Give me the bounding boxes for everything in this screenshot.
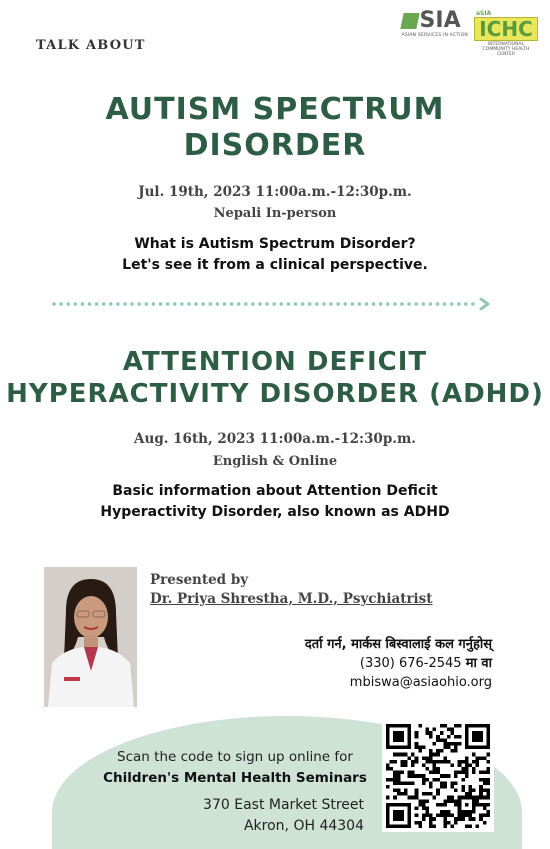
ichc-logo <box>474 10 538 57</box>
ichc-logo-tagline: INTERNATIONAL COMMUNITY HEALTH CENTER <box>482 42 530 57</box>
ichc-logo-name: ICHC <box>474 17 538 41</box>
event2-mode: English & Online <box>212 454 338 469</box>
event1-title <box>0 92 550 164</box>
partner-logos <box>402 10 538 57</box>
dotted-arrow-divider-icon <box>52 298 492 310</box>
asia-logo-name: SIA <box>419 8 461 33</box>
ichc-logo-top: aSIA <box>476 10 492 17</box>
event1-date: Jul. 19th, 2023 11:00a.m.-12:30p.m. <box>138 184 412 200</box>
contact-email[interactable]: mbiswa@asiaohio.org <box>349 675 492 690</box>
event2-title <box>0 346 550 410</box>
signup-qr-code-icon[interactable] <box>382 720 494 832</box>
address-city: Akron, OH 44304 <box>243 818 364 834</box>
presenter-name: Dr. Priya Shrestha, M.D., Psychiatrist <box>150 591 433 607</box>
contact-info <box>305 635 492 692</box>
qr-code-matrix <box>386 724 490 828</box>
event1-mode: Nepali In-person <box>213 206 337 221</box>
event2-title-line1: ATTENTION DEFICIT <box>122 347 428 377</box>
event1-desc-line2: Let's see it from a clinical perspective. <box>122 257 428 273</box>
presenter-photo <box>44 567 137 707</box>
contact-phone-suffix: मा वा <box>465 656 492 671</box>
event1-desc-line1: What is Autism Spectrum Disorder? <box>134 236 416 252</box>
scan-instruction: Scan the code to sign up online for <box>117 749 353 765</box>
event2-desc-line2: Hyperactivity Disorder, also known as ADHD <box>100 504 450 520</box>
asia-logo-tagline: ASIAN SERVICES IN ACTION <box>401 33 468 38</box>
address-street: 370 East Market Street <box>203 797 364 813</box>
talk-about-kicker: TALK ABOUT <box>36 38 146 53</box>
presented-by-label: Presented by <box>150 572 249 588</box>
event1-title-line2: DISORDER <box>183 128 367 163</box>
event2-description <box>0 481 550 523</box>
event2-title-line2: HYPERACTIVITY DISORDER (ADHD) <box>6 379 544 409</box>
presenter-portrait-image <box>44 567 137 707</box>
seminar-series-name: Children's Mental Health Seminars <box>103 770 367 786</box>
event1-description <box>0 234 550 276</box>
asia-leaf-icon <box>400 13 419 29</box>
event2-date: Aug. 16th, 2023 11:00a.m.-12:30p.m. <box>134 431 416 447</box>
contact-phone-line <box>305 654 492 673</box>
event1-title-line1: AUTISM SPECTRUM <box>105 92 445 127</box>
event2-desc-line1: Basic information about Attention Deficit <box>112 483 438 499</box>
asia-logo <box>402 10 468 38</box>
contact-phone[interactable]: (330) 676-2545 <box>359 656 462 671</box>
contact-nepali-line: दर्ता गर्न, मार्कस बिस्वालाई कल गर्नुहोस् <box>304 637 492 652</box>
